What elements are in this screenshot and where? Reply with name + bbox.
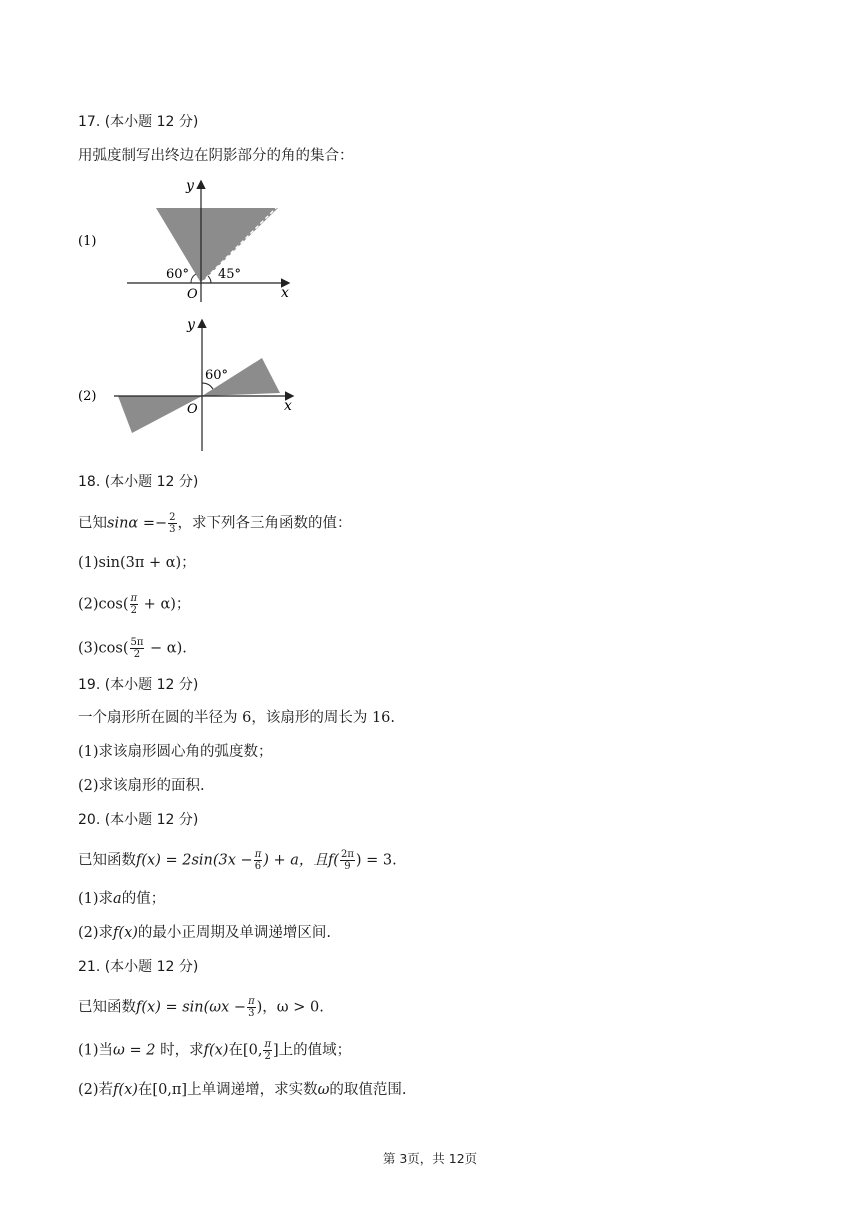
q21-p1-den: 2: [264, 1051, 271, 1062]
q18-p3-pre: (3)cos(: [78, 640, 129, 657]
q20-stem-fx: f(x) = 2sin(3x −: [136, 852, 253, 869]
q17-fig1-label: (1): [78, 234, 97, 249]
q20-frac2-num: 2π: [340, 849, 354, 860]
q18-p2-pre: (2)cos(: [78, 596, 129, 613]
q20-frac1-den: 6: [254, 861, 262, 872]
q18-part-3: [78, 637, 187, 660]
q21-p1-fx: f(x): [203, 1042, 229, 1059]
q17-prompt: 用弧度制写出终边在阴影部分的角的集合：: [78, 148, 354, 164]
q21-stem-pre: 已知函数: [78, 999, 136, 1016]
q20-stem-fraction-1: [254, 849, 263, 872]
q18-p3-post: − α).: [145, 640, 187, 657]
q20-p2-fx: f(x): [113, 925, 138, 941]
q17-fig2-label: (2): [78, 389, 97, 404]
q18-frac-num: 2: [169, 512, 176, 523]
q17-fig1-y-label: y: [186, 178, 194, 194]
q19-stem: 一个扇形所在圆的半径为 6，该扇形的周长为 16.: [78, 710, 396, 726]
q21-p2-pre: (2)若: [78, 1082, 114, 1098]
q20-stem-f: f(: [327, 852, 339, 869]
q20-part-1: [78, 889, 165, 909]
q18-p3-num: 5π: [130, 637, 144, 648]
q17-fig1-origin: O: [187, 287, 198, 302]
q18-p3-fraction: [130, 637, 145, 660]
q20-frac2-den: 9: [344, 861, 351, 872]
q21-p2-in: 在[0,π]上单调递增，求实数: [137, 1082, 318, 1098]
q20-p2-pre: (2)求: [78, 925, 114, 941]
page-footer: 第 3页，共 12页: [382, 1151, 478, 1166]
q18-stem-pre: 已知: [78, 515, 107, 532]
q21-stem-post: )，ω > 0.: [256, 999, 324, 1016]
q18-stem-post: ，求下列各三角函数的值：: [177, 515, 352, 532]
q18-part-2: [78, 593, 190, 616]
q19-part-1: (1)求该扇形圆心角的弧度数；: [78, 744, 273, 760]
q18-frac-den: 3: [169, 524, 176, 535]
q17-fig2-y-label: y: [187, 317, 195, 333]
q17-heading: 17. (本小题 12 分): [78, 114, 199, 130]
q20-stem-pre: 已知函数: [78, 852, 136, 869]
q17-fig2-x-label: x: [284, 398, 292, 414]
q17-figure-2: [70, 313, 310, 455]
q17-fig1-angle-60: 60°: [166, 267, 190, 282]
q21-p2-post: 的取值范围.: [329, 1082, 407, 1098]
q20-frac1-num: π: [254, 849, 262, 860]
q20-p1-post: 的值；: [121, 891, 166, 907]
q21-stem-fraction: [247, 996, 256, 1019]
q21-part-2: [78, 1080, 407, 1100]
q18-p3-den: 2: [133, 649, 141, 660]
q21-stem-fx: f(x) = sin(ωx −: [136, 999, 247, 1016]
q21-p1-fraction: [263, 1039, 272, 1062]
q18-stem-fraction: [168, 512, 176, 535]
q17-fig2-origin: O: [187, 402, 198, 417]
q19-heading: 19. (本小题 12 分): [78, 677, 199, 693]
q21-p1-num: π: [264, 1039, 272, 1050]
q18-p2-den: 2: [130, 605, 137, 616]
q18-heading: 18. (本小题 12 分): [78, 474, 199, 490]
q20-stem-fraction-2: [340, 849, 355, 872]
q18-p2-fraction: [130, 593, 139, 616]
q21-p2-var: ω: [317, 1082, 330, 1098]
q18-stem: [78, 512, 352, 535]
q21-p1-mid: 时，求: [155, 1042, 204, 1059]
q20-stem-post: ) = 3.: [355, 852, 397, 869]
q18-p2-num: π: [130, 593, 138, 604]
q20-p1-pre: (1)求: [78, 891, 114, 907]
q21-p1-in: 在[0,: [228, 1042, 263, 1059]
q17-fig1-x-label: x: [281, 285, 289, 301]
q21-p1-cond: ω = 2: [113, 1042, 156, 1059]
q20-stem-mid: ) + a，且: [263, 852, 328, 869]
q20-part-2: [78, 923, 331, 943]
q18-p2-post: + α)；: [139, 596, 191, 613]
q19-part-2: (2)求该扇形的面积.: [78, 778, 205, 794]
q20-p2-post: 的最小正周期及单调递增区间.: [137, 925, 332, 941]
q21-frac-num: π: [248, 996, 255, 1007]
q17-fig1-angle-45: 45°: [218, 267, 242, 282]
q21-part-1: [78, 1039, 351, 1062]
q20-stem: [78, 849, 397, 872]
q21-frac-den: 3: [248, 1008, 255, 1019]
q18-stem-eq: =−: [138, 515, 168, 532]
q21-p2-fx: f(x): [113, 1082, 138, 1098]
q18-stem-fn: sinα: [107, 515, 139, 532]
q21-p1-pre: (1)当: [78, 1042, 114, 1059]
q18-part-1: (1)sin(3π + α)；: [78, 555, 196, 571]
q21-p1-post: ]上的值域；: [273, 1042, 352, 1059]
q21-heading: 21. (本小题 12 分): [78, 959, 199, 975]
q20-p1-var: a: [113, 891, 122, 907]
q20-heading: 20. (本小题 12 分): [78, 812, 199, 828]
q17-figure-1: [70, 172, 310, 307]
q21-stem: [78, 996, 324, 1019]
q17-fig2-angle-60: 60°: [205, 368, 229, 383]
